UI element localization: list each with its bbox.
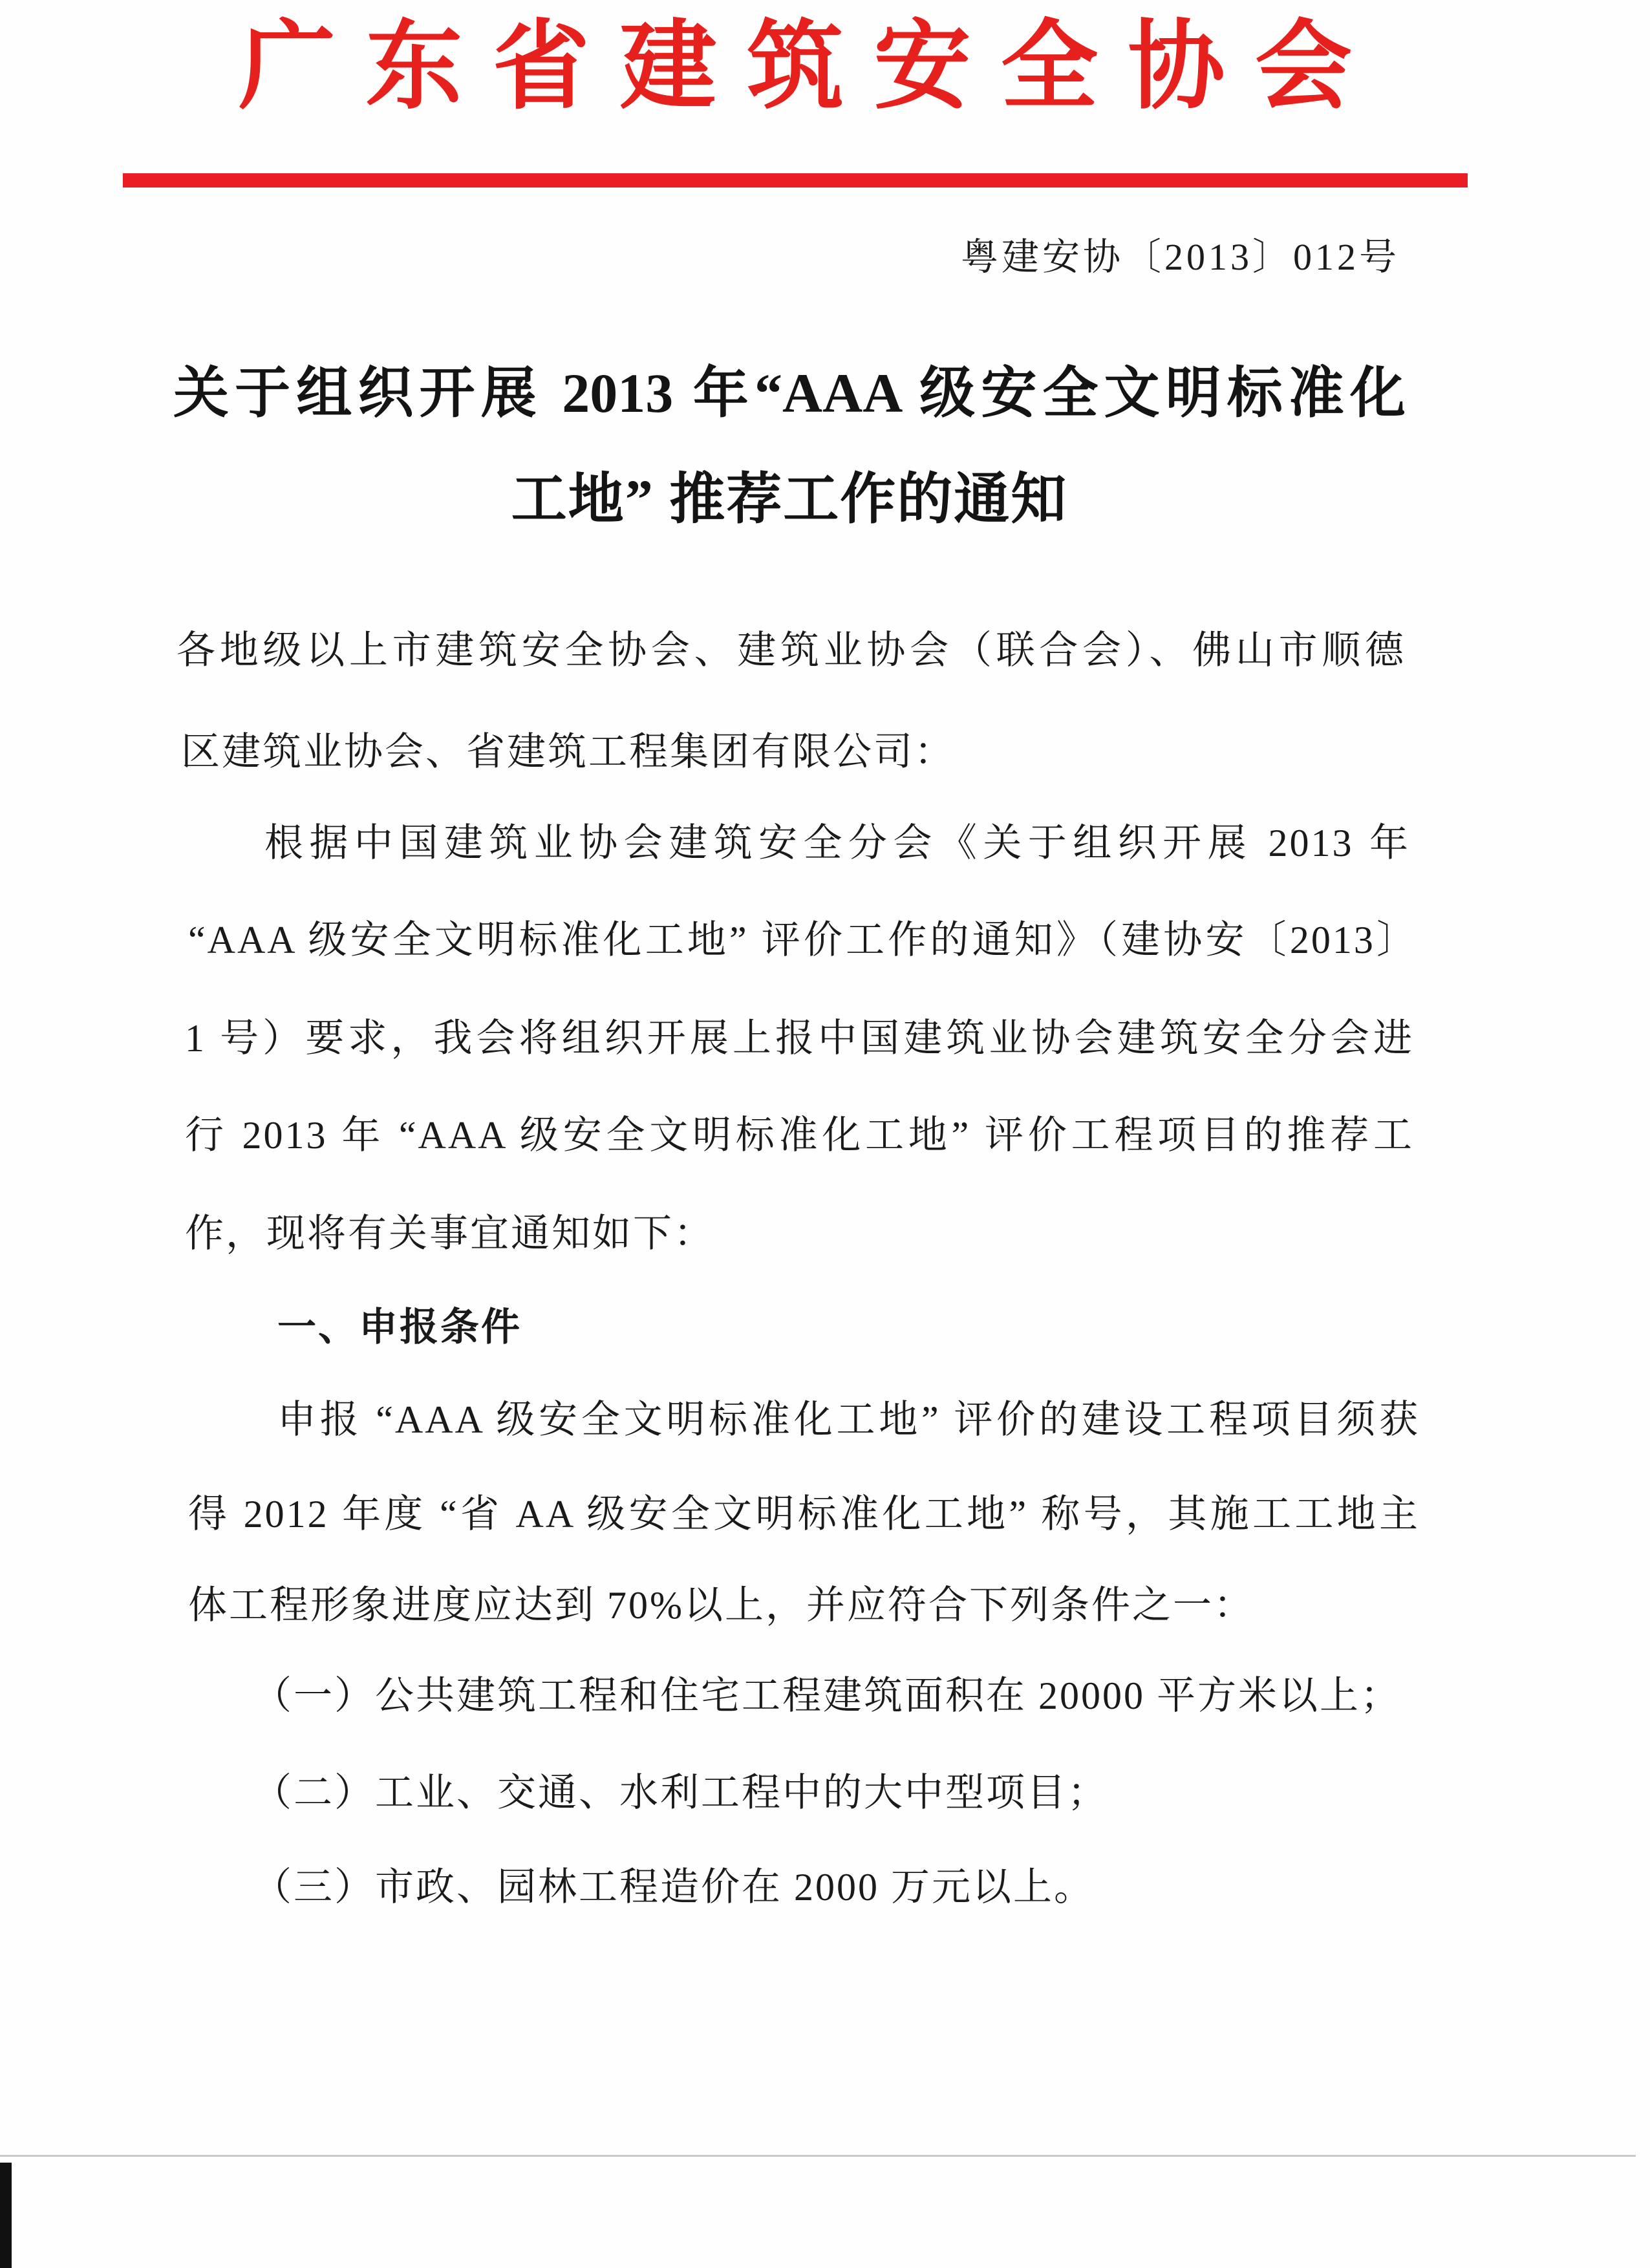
- condition-item: （二）工业、交通、水利工程中的大中型项目；: [253, 1771, 1108, 1814]
- document-title-line-2: 工地” 推荐工作的通知: [511, 468, 1068, 530]
- document-number: 粤建安协〔2013〕012号: [960, 236, 1400, 278]
- intro-line: 作，现将有关事宜通知如下：: [185, 1212, 714, 1255]
- scan-edge-line: [0, 2155, 1636, 2157]
- document-title-line-1: 关于组织开展 2013 年“AAA 级安全文明标准化: [173, 362, 1406, 424]
- addressee-line: 各地级以上市建筑安全协会、建筑业协会（联合会）、佛山市顺德: [177, 629, 1406, 672]
- section-paragraph-line: 体工程形象进度应达到 70%以上，并应符合下列条件之一：: [188, 1584, 1254, 1627]
- intro-line: “AAA 级安全文明标准化工地” 评价工作的通知》（建协安〔2013〕: [188, 919, 1417, 961]
- intro-line: 行 2013 年 “AAA 级安全文明标准化工地” 评价工程项目的推荐工: [185, 1114, 1414, 1157]
- scan-edge-mark: [0, 2163, 12, 2268]
- section-paragraph-line: 得 2012 年度 “省 AA 级安全文明标准化工地” 称号，其施工工地主: [188, 1493, 1420, 1535]
- condition-item: （三）市政、园林工程造价在 2000 万元以上。: [253, 1866, 1095, 1909]
- intro-line: 1 号）要求，我会将组织开展上报中国建筑业协会建筑安全分会进: [185, 1017, 1414, 1060]
- intro-line: 根据中国建筑业协会建筑安全分会《关于组织开展 2013 年: [264, 822, 1410, 864]
- letterhead-red-rule: [123, 173, 1468, 187]
- addressee-line: 区建筑业协会、省建筑工程集团有限公司：: [181, 731, 955, 773]
- condition-item: （一）公共建筑工程和住宅工程建筑面积在 20000 平方米以上；: [253, 1674, 1401, 1717]
- section-heading: 一、申报条件: [277, 1306, 522, 1349]
- letterhead-org-name: 广东省建筑安全协会: [239, 9, 1352, 123]
- section-paragraph-line: 申报 “AAA 级安全文明标准化工地” 评价的建设工程项目须获: [277, 1398, 1420, 1441]
